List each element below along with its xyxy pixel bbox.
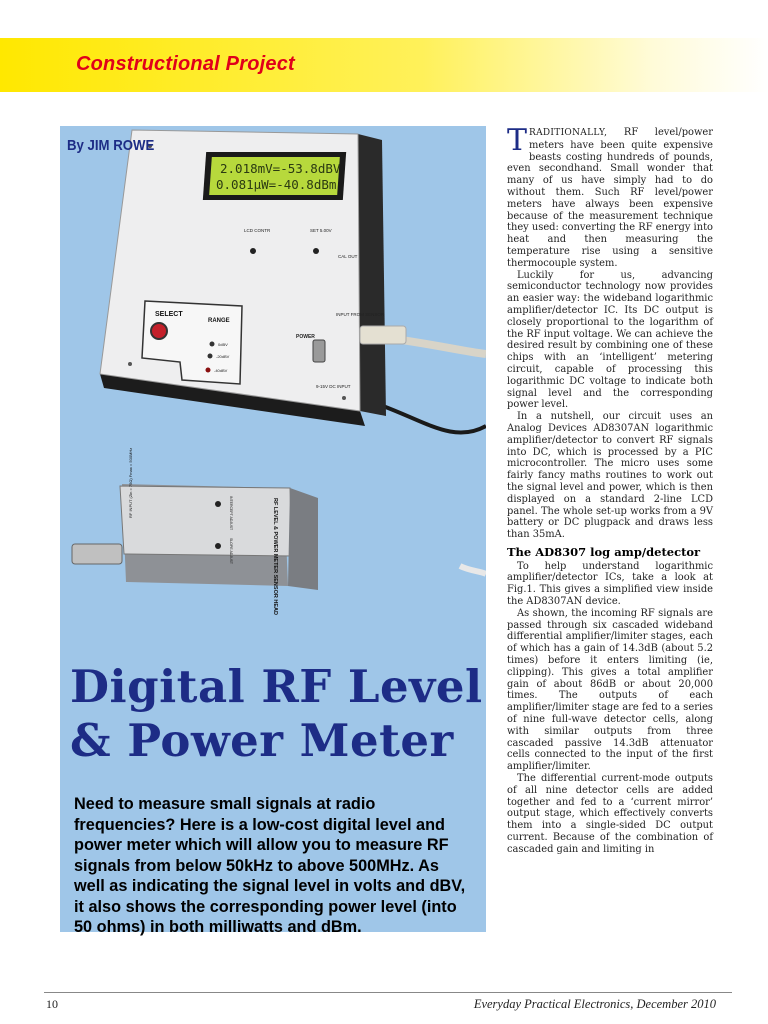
- screw: [342, 396, 346, 400]
- meter-case-right: [358, 134, 386, 416]
- paragraph-1-text: RF level/power meters have been quite expensive beasts costing hundreds of pounds, even secondhand. Small wonder that many of us have simply had to do without them. Such RF level/power meters have always been expensive because of the measurement technique they used: converting the RF energy into heat and then measuring the temperature rise using a sensitive thermocouple system.: [507, 127, 713, 269]
- page-number: 10: [46, 997, 58, 1011]
- select-button: [151, 323, 167, 339]
- headline-line-2: & Power Meter: [70, 714, 454, 767]
- select-label: SELECT: [155, 311, 183, 318]
- set-label: SET 5.00V: [310, 228, 332, 233]
- sensor-rf-label: RF INPUT (Zin = 75Ω) Fmax = 500MHz: [128, 447, 133, 518]
- input-sensor-label: INPUT FROM SENSOR: [336, 312, 385, 317]
- publication-footer: Everyday Practical Electronics, December 2010: [473, 997, 716, 1011]
- paragraph-5: As shown, the incoming RF signals are passed through six cascaded wideband differential amplifier/limiter stages, each of which has a gain of 14.3dB (about 5.2 times) before it enters limiting (ie, clipping). This gives a total amplifier gain of about 86dB or about 20,000 times. The outputs of each amplifier/limiter stage are fed to a series of nine full-wave detector cells, along with similar outputs from three cascaded passive 14.3dB attenuator cells connected to the input of the first amplifier/limiter.: [507, 607, 713, 773]
- paragraph-4: To help understand logarithmic amplifier/detector ICs, take a look at Fig.1. This gives a simplified view inside the AD8307AN device.: [507, 560, 713, 608]
- drop-cap: T: [507, 123, 528, 158]
- paragraph-6: The differential current-mode outputs of all nine detector cells are added together and fed to a ‘current mirror’ output stage, which effectively converts them into a single-sided DC output current. Because of the combination of cascaded gain and limiting in: [507, 773, 713, 855]
- power-switch: [313, 340, 325, 362]
- range-led-1: [210, 342, 215, 347]
- range-led-3: [206, 368, 211, 373]
- set-pot: [313, 248, 319, 254]
- lcd-line-1: 2.018mV=-53.8dBV: [220, 161, 341, 176]
- lcd-contrast-pot: [250, 248, 256, 254]
- lead-in-caps: RADITIONALLY,: [529, 128, 608, 138]
- range-label: RANGE: [208, 318, 230, 324]
- screw: [128, 362, 132, 366]
- sensor-head-label: RF LEVEL & POWER METER SENSOR HEAD: [272, 498, 278, 615]
- sensor-top: [120, 486, 292, 556]
- slope-label: SLOPE ADJUST: [229, 538, 233, 565]
- section-title: Constructional Project: [76, 53, 295, 75]
- range-3-label: -40dBV: [214, 368, 228, 373]
- intercept-label: INTERCEPT ADJUST: [229, 496, 233, 531]
- usb-plug: [360, 326, 406, 344]
- headline-line-1: Digital RF Level: [70, 660, 483, 713]
- slope-pot: [215, 543, 221, 549]
- sensor-cable: [460, 566, 486, 574]
- lcd-contrast-label: LCD CONTR: [244, 228, 271, 233]
- article-body: [507, 123, 713, 856]
- subheading: The AD8307 log amp/detector: [507, 544, 701, 559]
- intro-paragraph: Need to measure small signals at radio frequencies? Here is a low-cost digital level and power meter which will allow you to measure RF signals from below 50kHz to above 500MHz. As well as indicating the signal level in volts and dBV, it also shows the corresponding power level (into 50 ohms) in both milliwatts and dBm.: [74, 795, 466, 936]
- range-1-label: 0dBV: [218, 342, 228, 347]
- product-photo: [60, 126, 486, 666]
- footer-rule: [44, 992, 732, 993]
- bnc-connector: [72, 544, 122, 564]
- range-led-2: [208, 354, 213, 359]
- byline: By JIM ROWE: [67, 137, 155, 154]
- range-2-label: -20dBV: [216, 354, 230, 359]
- dc-input-label: 9-15V DC INPUT: [316, 384, 351, 389]
- paragraph-3: In a nutshell, our circuit uses an Analog Devices AD8307AN logarithmic amplifier/detector to convert RF signals into DC, which is processed by a PIC microcontroller. The micro uses some fairly fancy maths routines to work out the signal level and power, which is then displayed on a standard 2-line LCD panel. The whole set-up works from a 9V battery or DC plugpack and draws less than 35mA.: [507, 411, 713, 541]
- sensor-side: [288, 488, 318, 590]
- intercept-pot: [215, 501, 221, 507]
- cal-out-label: CAL OUT: [338, 254, 358, 259]
- article-headline: [70, 660, 490, 768]
- paragraph-2: Luckily for us, advancing semiconductor technology now provides an easier way: the wideband logarithmic amplifier/detector IC. Its DC output is closely proportional to the logarithm of the RF input voltage. We can achieve the desired result by combining one of these chips with an ‘intelligent’ metering circuit, capable of processing this logarithmic DC voltage to indicate both signal level and the corresponding power level.: [507, 269, 713, 411]
- paragraph-1: [507, 123, 713, 270]
- lcd-line-2: 0.081µW=-40.8dBm: [216, 177, 337, 192]
- power-label: POWER: [296, 334, 315, 340]
